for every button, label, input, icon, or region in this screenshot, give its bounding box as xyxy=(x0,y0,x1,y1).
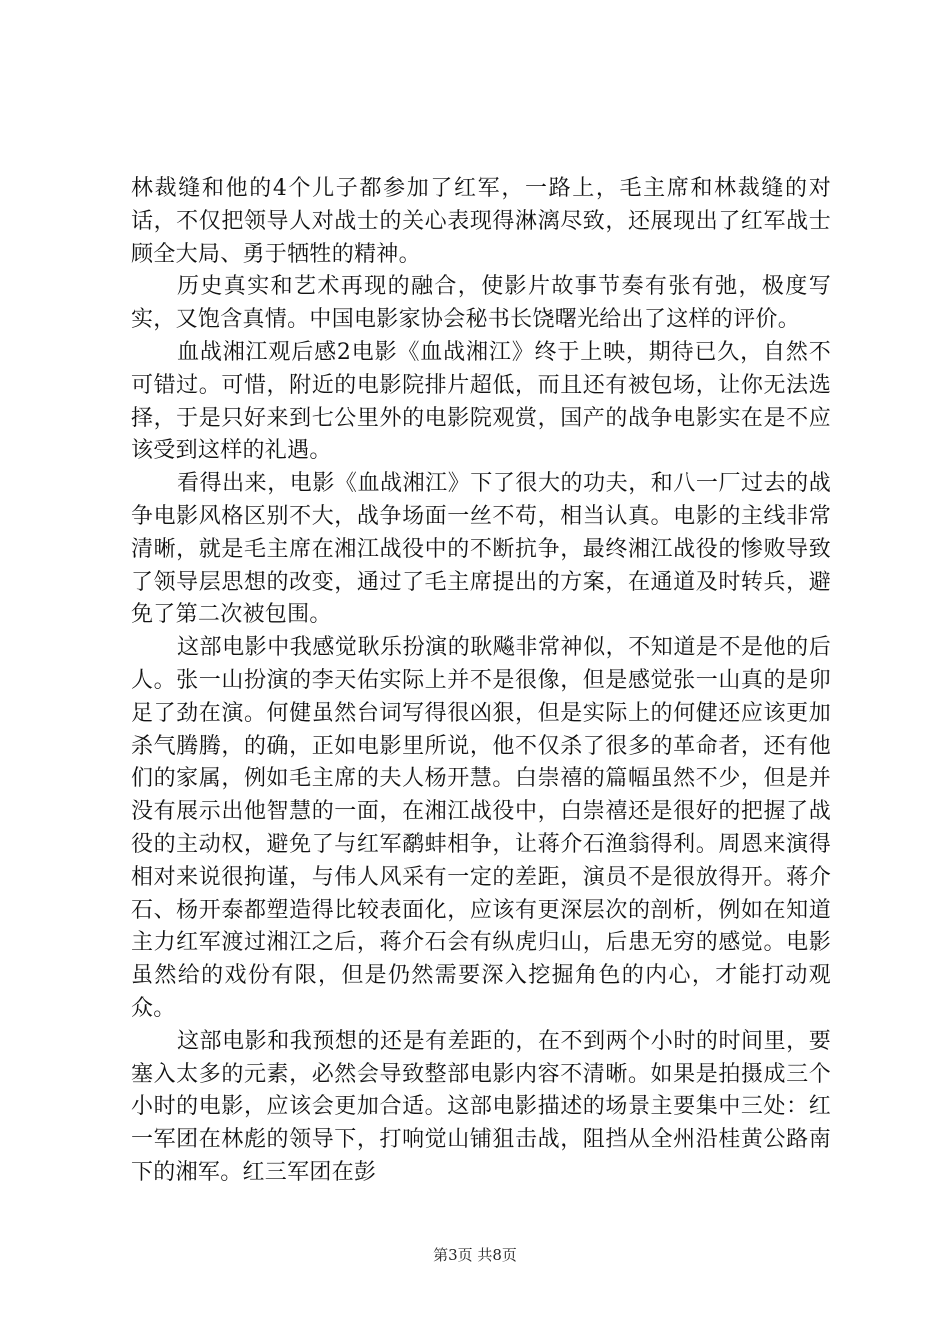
paragraph-2: 历史真实和艺术再现的融合，使影片故事节奏有张有弛，极度写实，又饱含真情。中国电影家协会秘书长饶曙光给出了这样的评价。 xyxy=(131,274,831,333)
document-body xyxy=(131,173,831,1190)
paragraph-1: 林裁缝和他的4个儿子都参加了红军，一路上，毛主席和林裁缝的对话，不仅把领导人对战士的关心表现得淋漓尽致，还展现出了红军战士顾全大局、勇于牺牲的精神。 xyxy=(131,176,831,267)
paragraph-4: 看得出来，电影《血战湘江》下了很大的功夫，和八一厂过去的战争电影风格区别不大，战争场面一丝不苟，相当认真。电影的主线非常清晰，就是毛主席在湘江战役中的不断抗争，最终湘江战役的惨败导致了领导层思想的改变，通过了毛主席提出的方案，在通道及时转兵，避免了第二次被包围。 xyxy=(131,471,831,628)
page-number-footer: 第3页 共8页 xyxy=(433,1246,517,1264)
paragraph-3: 血战湘江观后感2电影《血战湘江》终于上映，期待已久，自然不可错过。可惜，附近的电影院排片超低，而且还有被包场，让你无法选择，于是只好来到七公里外的电影院观赏，国产的战争电影实在是不应该受到这样的礼遇。 xyxy=(131,339,831,464)
paragraph-5: 这部电影中我感觉耿乐扮演的耿飚非常神似，不知道是不是他的后人。张一山扮演的李天佑实际上并不是很像，但是感觉张一山真的是卯足了劲在演。何健虽然台词写得很凶狠，但是实际上的何健还应该更加杀气腾腾，的确，正如电影里所说，他不仅杀了很多的革命者，还有他们的家属，例如毛主席的夫人杨开慧。白崇禧的篇幅虽然不少，但是并没有展示出他智慧的一面，在湘江战役中，白崇禧还是很好的把握了战役的主动权，避免了与红军鹬蚌相争，让蒋介石渔翁得利。周恩来演得相对来说很拘谨，与伟人风采有一定的差距，演员不是很放得开。蒋介石、杨开泰都塑造得比较表面化，应该有更深层次的剖析，例如在知道主力红军渡过湘江之后，蒋介石会有纵虎归山，后患无穷的感觉。电影虽然给的戏份有限，但是仍然需要深入挖掘角色的内心，才能打动观众。 xyxy=(131,635,831,1021)
paragraph-6: 这部电影和我预想的还是有差距的，在不到两个小时的时间里，要塞入太多的元素，必然会导致整部电影内容不清晰。如果是拍摄成三个小时的电影，应该会更加合适。这部电影描述的场景主要集中三处：红一军团在林彪的领导下，打响觉山铺狙击战，阻挡从全州沿桂黄公路南下的湘军。红三军团在彭 xyxy=(131,1028,831,1185)
